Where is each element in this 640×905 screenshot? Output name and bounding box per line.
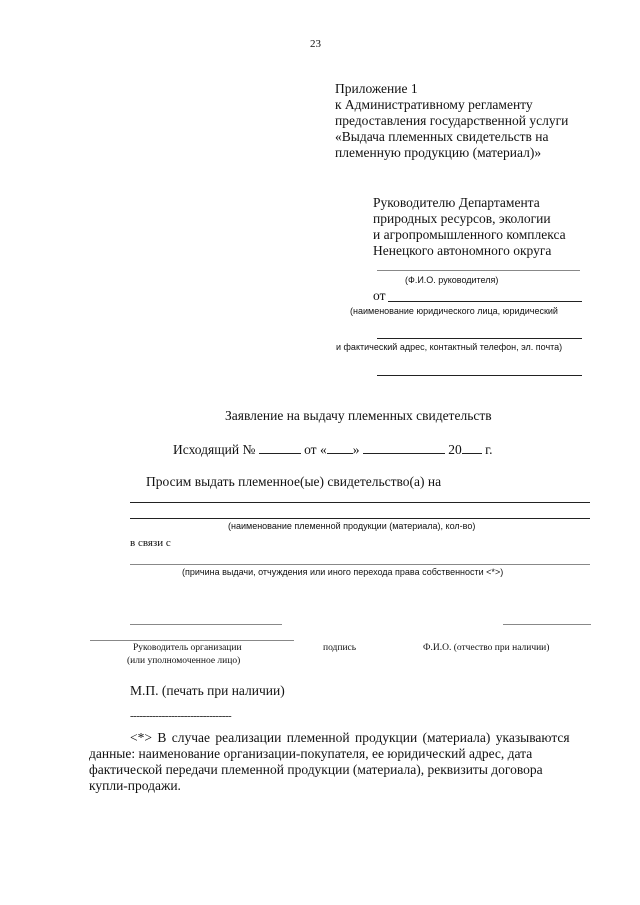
application-title: Заявление на выдачу племенных свидетельств bbox=[225, 408, 492, 423]
addressee-line: Ненецкого автономного округа bbox=[373, 243, 552, 258]
request-text: Просим выдать племенное(ые) свидетельство(а) на bbox=[146, 474, 442, 489]
applicant-line-2 bbox=[377, 338, 582, 339]
appendix-line: Приложение 1 bbox=[335, 81, 418, 96]
month-blank bbox=[363, 441, 445, 454]
head-caption: Руководитель организации bbox=[133, 643, 242, 653]
product-caption: (наименование племенной продукции (материала), кол-во) bbox=[228, 521, 476, 531]
reason-caption: (причина выдачи, отчуждения или иного перехода права собственности <*>) bbox=[182, 567, 504, 577]
year-suffix: г. bbox=[485, 442, 493, 457]
from-label: от bbox=[373, 288, 386, 303]
footnote-separator: -------------------------------- bbox=[130, 710, 232, 722]
name-caption: Ф.И.О. (отчество при наличии) bbox=[423, 643, 550, 653]
name-signature-line-a bbox=[503, 624, 591, 625]
applicant-line-3 bbox=[377, 375, 582, 376]
addressee-line: и агропромышленного комплекса bbox=[373, 227, 566, 242]
outgoing-number-line bbox=[173, 441, 492, 458]
reason-line bbox=[130, 564, 590, 565]
head-name-line bbox=[377, 270, 580, 271]
head-signature-line-b bbox=[90, 640, 294, 641]
signature-caption: подпись bbox=[323, 643, 357, 653]
footnote-line-3: фактической передачи племенной продукции (материала), реквизиты договора bbox=[89, 762, 543, 777]
year-prefix: 20 bbox=[448, 442, 462, 457]
appendix-line: к Административному регламенту bbox=[335, 97, 533, 112]
addressee-line: природных ресурсов, экологии bbox=[373, 211, 551, 226]
product-line-2 bbox=[130, 518, 590, 519]
applicant-caption-1: (наименование юридического лица, юридический bbox=[350, 306, 558, 316]
appendix-line: племенную продукцию (материал)» bbox=[335, 145, 542, 160]
outgoing-from: от « bbox=[304, 442, 327, 457]
head-signature-line-a bbox=[130, 624, 282, 625]
appendix-line: «Выдача племенных свидетельств на bbox=[335, 129, 549, 144]
footnote-line-1: <*> В случае реализации племенной продукции (материала) указываются bbox=[130, 730, 570, 745]
footnote-line-2: данные: наименование организации-покупателя, ее юридический адрес, дата bbox=[89, 746, 533, 761]
quote-close: » bbox=[352, 442, 360, 457]
outgoing-number-blank bbox=[259, 441, 301, 454]
product-line-1 bbox=[130, 502, 590, 503]
outgoing-label: Исходящий № bbox=[173, 442, 256, 457]
head-caption-alt: (или уполномоченное лицо) bbox=[127, 656, 241, 666]
addressee-line: Руководителю Департамента bbox=[373, 195, 540, 210]
head-name-caption: (Ф.И.О. руководителя) bbox=[405, 275, 499, 285]
appendix-line: предоставления государственной услуги bbox=[335, 113, 569, 128]
footnote-line-4: купли-продажи. bbox=[89, 778, 181, 793]
in-connection-label: в связи с bbox=[130, 537, 171, 549]
day-blank bbox=[327, 441, 353, 454]
year-blank bbox=[462, 441, 482, 454]
page-number: 23 bbox=[310, 38, 321, 50]
applicant-line-1 bbox=[388, 301, 582, 302]
applicant-caption-2: и фактический адрес, контактный телефон, эл. почта) bbox=[336, 342, 563, 352]
stamp-label: М.П. (печать при наличии) bbox=[130, 683, 285, 698]
